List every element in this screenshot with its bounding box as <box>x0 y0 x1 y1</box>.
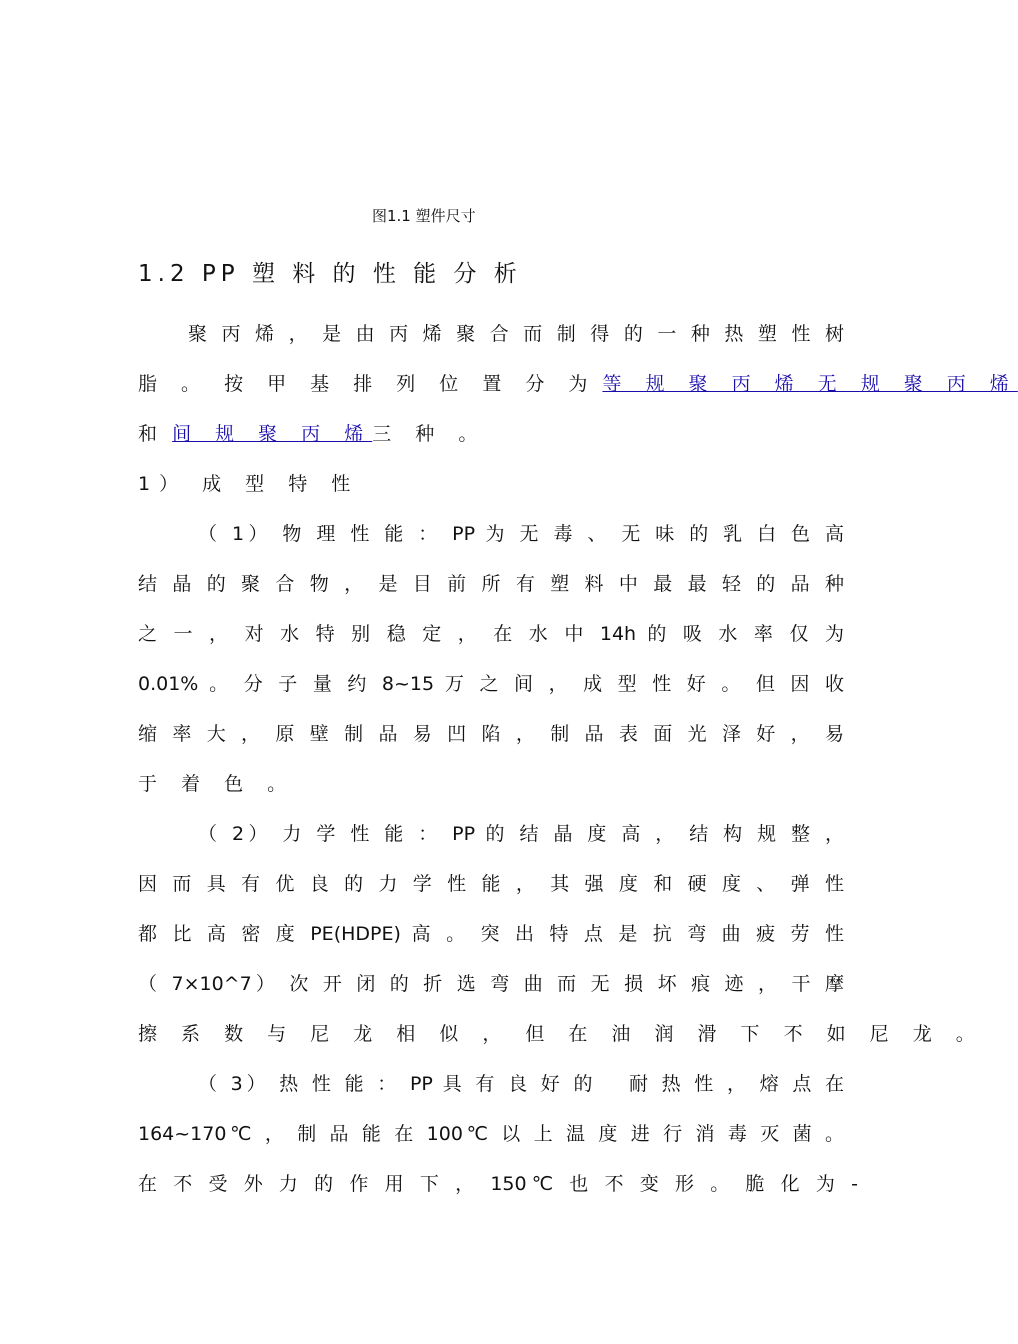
paragraph-line: （ 1） 物 理 性 能 ： PP 为 无 毒 、 无 味 的 乳 白 色 高 <box>198 523 844 545</box>
paragraph-line: 聚 丙 烯 ， 是 由 丙 烯 聚 合 而 制 得 的 一 种 热 塑 性 树 <box>188 323 844 345</box>
paragraph-line: 擦 系 数 与 尼 龙 相 似 ， 但 在 油 润 滑 下 不 如 尼 龙 。 <box>138 1023 984 1045</box>
paragraph-text: 脂 。 按 甲 基 排 列 位 置 分 为 <box>138 373 597 395</box>
paragraph-line: 结 晶 的 聚 合 物 ， 是 目 前 所 有 塑 料 中 最 最 轻 的 品 种 <box>138 573 844 595</box>
paragraph-line <box>138 372 1018 396</box>
paragraph-line: 之 一 ， 对 水 特 别 稳 定 ， 在 水 中 14h 的 吸 水 率 仅 为 <box>138 623 844 645</box>
paragraph-line: 164~170℃ ， 制 品 能 在 100℃ 以 上 温 度 进 行 消 毒 灭 菌 。 <box>138 1123 844 1145</box>
paragraph-line: （ 2） 力 学 性 能 ： PP 的 结 晶 度 高 ， 结 构 规 整 ， <box>198 823 844 845</box>
paragraph-line: （ 3） 热 性 能 ： PP 具 有 良 好 的 耐 热 性 ， 熔 点 在 <box>198 1073 844 1095</box>
figure-caption: 图1.1 塑件尺寸 <box>372 207 476 225</box>
paragraph-line: （ 7×10^7） 次 开 闭 的 折 选 弯 曲 而 无 损 坏 痕 迹 ， 干 摩 <box>138 973 844 995</box>
section-heading: 1.2 PP 塑 料 的 性 能 分 析 <box>138 261 522 287</box>
paragraph-line: 于 着 色 。 <box>138 773 296 795</box>
paragraph-text: 和 <box>138 423 167 445</box>
paragraph-line: 缩 率 大 ， 原 壁 制 品 易 凹 陷 ， 制 品 表 面 光 泽 好 ， 易 <box>138 723 844 745</box>
paragraph-text: 三 种 。 <box>372 423 487 445</box>
paragraph-line: 在 不 受 外 力 的 作 用 下 ， 150℃ 也 不 变 形 。 脆 化 为 - <box>138 1173 858 1195</box>
link-isotactic-atactic-pp[interactable]: 等 规 聚 丙 烯 无 规 聚 丙 烯 <box>602 373 1018 395</box>
paragraph-line: 都 比 高 密 度 PE(HDPE) 高 。 突 出 特 点 是 抗 弯 曲 疲 劳 性 <box>138 923 844 945</box>
link-syndiotactic-pp[interactable]: 间 规 聚 丙 烯 <box>172 423 373 445</box>
paragraph-line <box>138 422 486 446</box>
paragraph-line: 0.01% 。 分 子 量 约 8~15 万 之 间 ， 成 型 性 好 。 但 因 收 <box>138 673 844 695</box>
paragraph-line: 因 而 具 有 优 良 的 力 学 性 能 ， 其 强 度 和 硬 度 、 弹 性 <box>138 873 844 895</box>
sub-heading: 1） 成 型 特 性 <box>138 473 360 495</box>
